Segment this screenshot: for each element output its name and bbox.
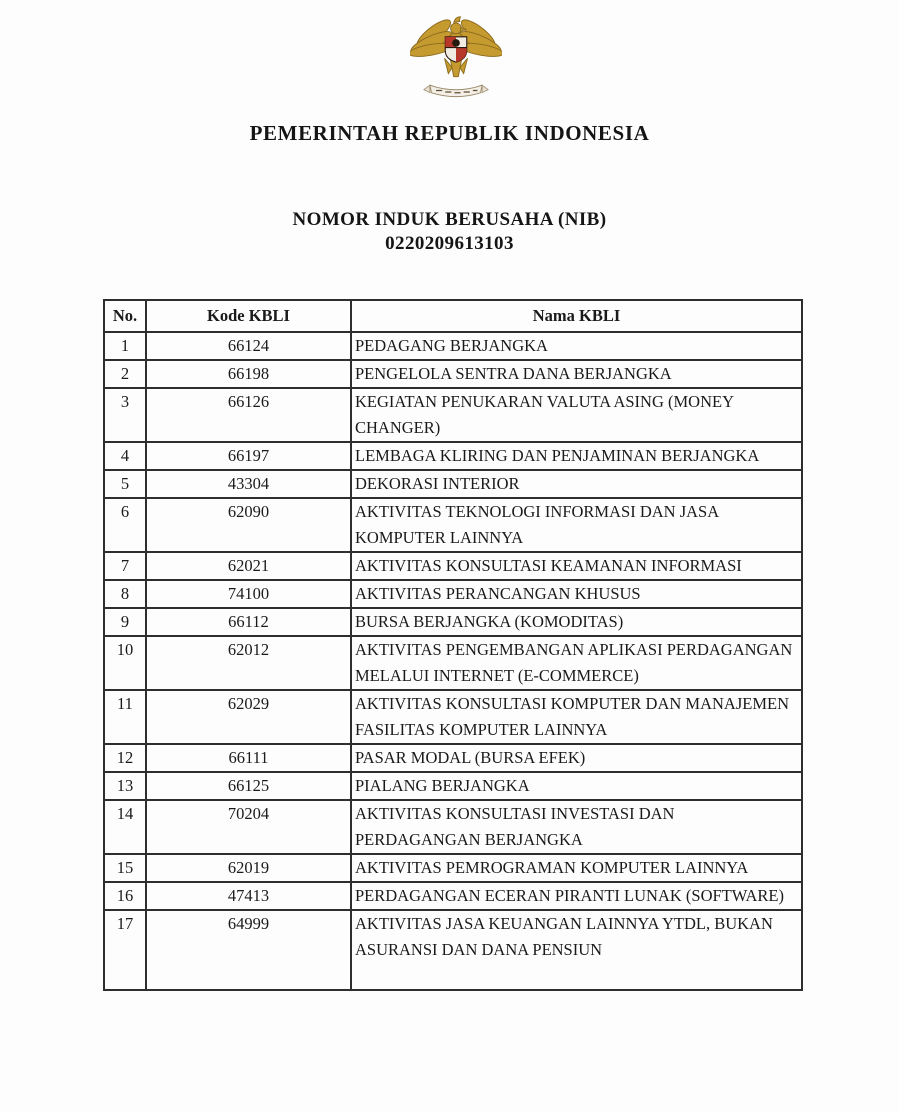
row-number: 12 <box>104 744 146 772</box>
kbli-name: PENGELOLA SENTRA DANA BERJANGKA <box>351 360 802 388</box>
row-number: 17 <box>104 910 146 990</box>
kbli-code: 66198 <box>146 360 351 388</box>
kbli-name: PERDAGANGAN ECERAN PIRANTI LUNAK (SOFTWARE) <box>351 882 802 910</box>
table-row <box>104 744 802 772</box>
garuda-pancasila-emblem <box>410 5 502 107</box>
table-header-row <box>104 300 802 332</box>
kbli-name: PASAR MODAL (BURSA EFEK) <box>351 744 802 772</box>
kbli-code: 43304 <box>146 470 351 498</box>
kbli-code: 62012 <box>146 636 351 690</box>
table-row <box>104 772 802 800</box>
kbli-table <box>103 299 803 991</box>
nib-block <box>0 208 899 257</box>
kbli-name: AKTIVITAS KONSULTASI KEAMANAN INFORMASI <box>351 552 802 580</box>
kbli-name: BURSA BERJANGKA (KOMODITAS) <box>351 608 802 636</box>
garuda-pancasila-icon <box>410 5 502 107</box>
row-number: 6 <box>104 498 146 552</box>
kbli-code: 66111 <box>146 744 351 772</box>
kbli-code: 70204 <box>146 800 351 854</box>
nib-label: NOMOR INDUK BERUSAHA (NIB) <box>292 209 607 230</box>
table-row <box>104 636 802 690</box>
kbli-code: 66197 <box>146 442 351 470</box>
table-row <box>104 552 802 580</box>
kbli-name: AKTIVITAS KONSULTASI INVESTASI DAN PERDAGANGAN BERJANGKA <box>351 800 802 854</box>
nib-number: 0220209613103 <box>385 233 514 255</box>
table-row <box>104 882 802 910</box>
table-row <box>104 360 802 388</box>
row-number: 14 <box>104 800 146 854</box>
table-row <box>104 442 802 470</box>
kbli-code: 66126 <box>146 388 351 442</box>
kbli-name: AKTIVITAS PEMROGRAMAN KOMPUTER LAINNYA <box>351 854 802 882</box>
row-number: 11 <box>104 690 146 744</box>
kbli-code: 62090 <box>146 498 351 552</box>
row-number: 7 <box>104 552 146 580</box>
row-number: 3 <box>104 388 146 442</box>
kbli-name: KEGIATAN PENUKARAN VALUTA ASING (MONEY CHANGER) <box>351 388 802 442</box>
page-title: PEMERINTAH REPUBLIK INDONESIA <box>249 121 650 145</box>
kbli-name: DEKORASI INTERIOR <box>351 470 802 498</box>
table-row <box>104 800 802 854</box>
kbli-name: AKTIVITAS JASA KEUANGAN LAINNYA YTDL, BUKAN ASURANSI DAN DANA PENSIUN <box>351 910 802 990</box>
kbli-name: AKTIVITAS KONSULTASI KOMPUTER DAN MANAJEMEN FASILITAS KOMPUTER LAINNYA <box>351 690 802 744</box>
row-number: 2 <box>104 360 146 388</box>
row-number: 8 <box>104 580 146 608</box>
row-number: 16 <box>104 882 146 910</box>
kbli-name: PEDAGANG BERJANGKA <box>351 332 802 360</box>
row-number: 15 <box>104 854 146 882</box>
kbli-code: 66125 <box>146 772 351 800</box>
kbli-code: 62019 <box>146 854 351 882</box>
kbli-name: AKTIVITAS PERANCANGAN KHUSUS <box>351 580 802 608</box>
kbli-code: 66112 <box>146 608 351 636</box>
col-header-kode: Kode KBLI <box>146 300 351 332</box>
row-number: 1 <box>104 332 146 360</box>
kbli-name: AKTIVITAS PENGEMBANGAN APLIKASI PERDAGANGAN MELALUI INTERNET (E-COMMERCE) <box>351 636 802 690</box>
table-row <box>104 690 802 744</box>
table-row <box>104 580 802 608</box>
row-number: 10 <box>104 636 146 690</box>
row-number: 4 <box>104 442 146 470</box>
table-row <box>104 498 802 552</box>
kbli-code: 64999 <box>146 910 351 990</box>
row-number: 5 <box>104 470 146 498</box>
kbli-code: 62021 <box>146 552 351 580</box>
col-header-nama: Nama KBLI <box>351 300 802 332</box>
kbli-code: 47413 <box>146 882 351 910</box>
table-row <box>104 332 802 360</box>
col-header-no: No. <box>104 300 146 332</box>
row-number: 9 <box>104 608 146 636</box>
table-row <box>104 854 802 882</box>
kbli-code: 66124 <box>146 332 351 360</box>
table-row <box>104 608 802 636</box>
kbli-code: 62029 <box>146 690 351 744</box>
kbli-name: PIALANG BERJANGKA <box>351 772 802 800</box>
table-row <box>104 910 802 990</box>
kbli-code: 74100 <box>146 580 351 608</box>
kbli-name: AKTIVITAS TEKNOLOGI INFORMASI DAN JASA KOMPUTER LAINNYA <box>351 498 802 552</box>
table-row <box>104 388 802 442</box>
row-number: 13 <box>104 772 146 800</box>
kbli-name: LEMBAGA KLIRING DAN PENJAMINAN BERJANGKA <box>351 442 802 470</box>
table-row <box>104 470 802 498</box>
